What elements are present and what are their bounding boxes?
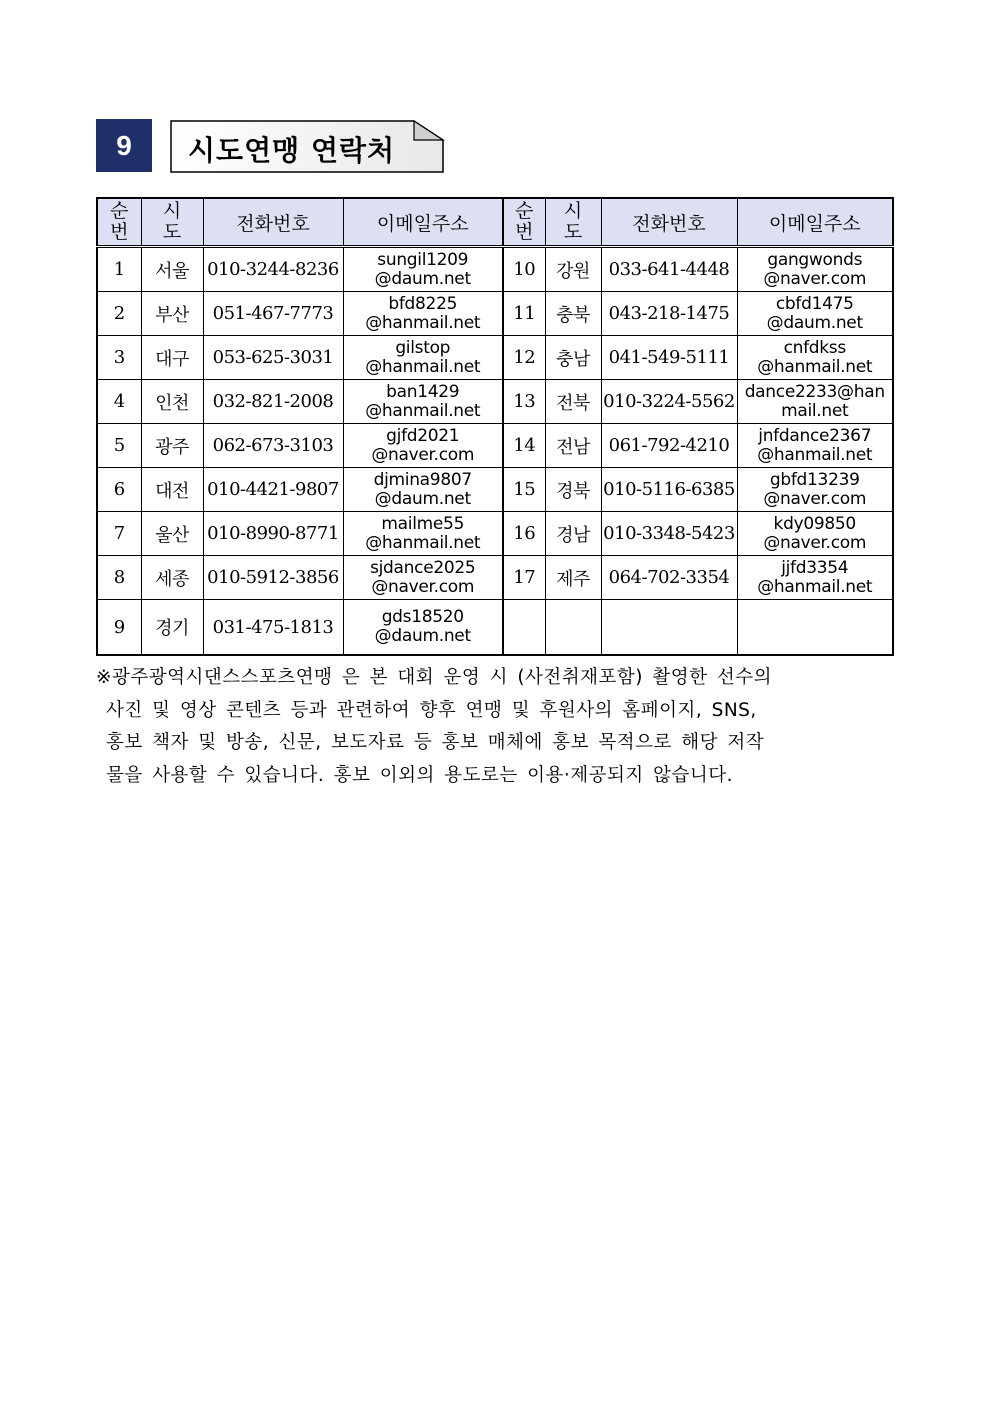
seq-cell: 15 <box>503 468 545 512</box>
phone-cell: 061-792-4210 <box>601 424 737 468</box>
header-seq-label-2: 순 번 <box>515 200 534 243</box>
email-cell: kdy09850 @naver.com <box>737 512 893 556</box>
region-cell: 세종 <box>141 556 203 600</box>
seq-cell: 3 <box>97 336 141 380</box>
region-cell: 충북 <box>545 292 601 336</box>
email-cell: djmina9807 @daum.net <box>343 468 503 512</box>
table-row <box>97 512 893 556</box>
seq-cell: 13 <box>503 380 545 424</box>
region-cell: 경북 <box>545 468 601 512</box>
notice-line: 홍보 책자 및 방송, 신문, 보도자료 등 홍보 매체에 홍보 목적으로 해당 저작 <box>106 732 765 753</box>
email-cell: ban1429 @hanmail.net <box>343 380 503 424</box>
region-cell: 서울 <box>141 247 203 292</box>
seq-cell: 6 <box>97 468 141 512</box>
phone-cell: 010-8990-8771 <box>203 512 343 556</box>
seq-cell: 7 <box>97 512 141 556</box>
region-cell: 울산 <box>141 512 203 556</box>
notice-line: 물을 사용할 수 있습니다. 홍보 이외의 용도로는 이용·제공되지 않습니다. <box>106 764 733 786</box>
phone-cell: 041-549-5111 <box>601 336 737 380</box>
region-cell: 대구 <box>141 336 203 380</box>
phone-cell: 010-4421-9807 <box>203 468 343 512</box>
seq-cell: 5 <box>97 424 141 468</box>
phone-cell: 064-702-3354 <box>601 556 737 600</box>
table-header-row <box>97 198 893 247</box>
seq-cell: 4 <box>97 380 141 424</box>
seq-cell: 2 <box>97 292 141 336</box>
header-phone-2: 전화번호 <box>601 198 737 247</box>
header-email: 이메일주소 <box>343 198 503 247</box>
email-cell: gjfd2021 @naver.com <box>343 424 503 468</box>
table-row <box>97 380 893 424</box>
phone-cell: 010-3224-5562 <box>601 380 737 424</box>
region-cell: 전남 <box>545 424 601 468</box>
phone-cell: 010-5912-3856 <box>203 556 343 600</box>
region-cell: 광주 <box>141 424 203 468</box>
seq-cell <box>503 600 545 656</box>
region-cell: 대전 <box>141 468 203 512</box>
header-region <box>141 198 203 247</box>
phone-cell: 053-625-3031 <box>203 336 343 380</box>
notice-line: ※광주광역시댄스스포츠연맹 은 본 대회 운영 시 (사전취재포함) 촬영한 선수의 <box>96 667 772 688</box>
header-seq-2 <box>503 198 545 247</box>
section-number: 9 <box>116 129 132 161</box>
phone-cell <box>601 600 737 656</box>
email-cell: gangwonds @naver.com <box>737 247 893 292</box>
notice-line: 사진 및 영상 콘텐츠 등과 관련하여 향후 연맹 및 후원사의 홈페이지, SNS, <box>106 699 757 721</box>
phone-cell: 032-821-2008 <box>203 380 343 424</box>
region-cell: 경남 <box>545 512 601 556</box>
region-cell <box>545 600 601 656</box>
seq-cell: 9 <box>97 600 141 656</box>
section-title-box <box>170 120 444 172</box>
phone-cell: 010-3244-8236 <box>203 247 343 292</box>
seq-cell: 8 <box>97 556 141 600</box>
phone-cell: 031-475-1813 <box>203 600 343 656</box>
region-cell: 강원 <box>545 247 601 292</box>
header-region-2 <box>545 198 601 247</box>
phone-cell: 033-641-4448 <box>601 247 737 292</box>
email-cell: jnfdance2367 @hanmail.net <box>737 424 893 468</box>
table-row <box>97 247 893 292</box>
email-cell: dance2233@han mail.net <box>737 380 893 424</box>
phone-cell: 043-218-1475 <box>601 292 737 336</box>
contacts-table <box>96 197 894 656</box>
header-phone: 전화번호 <box>203 198 343 247</box>
email-cell: sungil1209 @daum.net <box>343 247 503 292</box>
header-region-label: 시 도 <box>162 200 182 243</box>
email-cell: cnfdkss @hanmail.net <box>737 336 893 380</box>
phone-cell: 010-3348-5423 <box>601 512 737 556</box>
phone-cell: 010-5116-6385 <box>601 468 737 512</box>
region-cell: 부산 <box>141 292 203 336</box>
seq-cell: 11 <box>503 292 545 336</box>
region-cell: 인천 <box>141 380 203 424</box>
phone-cell: 051-467-7773 <box>203 292 343 336</box>
table-row <box>97 556 893 600</box>
header-email-2: 이메일주소 <box>737 198 893 247</box>
header-seq-label: 순 번 <box>110 200 129 243</box>
seq-cell: 16 <box>503 512 545 556</box>
seq-cell: 1 <box>97 247 141 292</box>
table-row <box>97 336 893 380</box>
email-cell: gilstop @hanmail.net <box>343 336 503 380</box>
notice-text <box>96 662 856 792</box>
region-cell: 충남 <box>545 336 601 380</box>
email-cell: sjdance2025 @naver.com <box>343 556 503 600</box>
region-cell: 전북 <box>545 380 601 424</box>
table-row <box>97 292 893 336</box>
email-cell: mailme55 @hanmail.net <box>343 512 503 556</box>
header-seq <box>97 198 141 247</box>
email-cell: gds18520 @daum.net <box>343 600 503 656</box>
seq-cell: 17 <box>503 556 545 600</box>
table-row <box>97 600 893 656</box>
section-number-badge <box>96 119 152 172</box>
seq-cell: 12 <box>503 336 545 380</box>
email-cell: cbfd1475 @daum.net <box>737 292 893 336</box>
seq-cell: 10 <box>503 247 545 292</box>
email-cell: gbfd13239 @naver.com <box>737 468 893 512</box>
header-region-label-2: 시 도 <box>563 200 583 243</box>
region-cell: 경기 <box>141 600 203 656</box>
phone-cell: 062-673-3103 <box>203 424 343 468</box>
seq-cell: 14 <box>503 424 545 468</box>
email-cell: bfd8225 @hanmail.net <box>343 292 503 336</box>
email-cell: jjfd3354 @hanmail.net <box>737 556 893 600</box>
section-title: 시도연맹 연락처 <box>188 134 396 167</box>
email-cell <box>737 600 893 656</box>
table-row <box>97 424 893 468</box>
table-row <box>97 468 893 512</box>
region-cell: 제주 <box>545 556 601 600</box>
